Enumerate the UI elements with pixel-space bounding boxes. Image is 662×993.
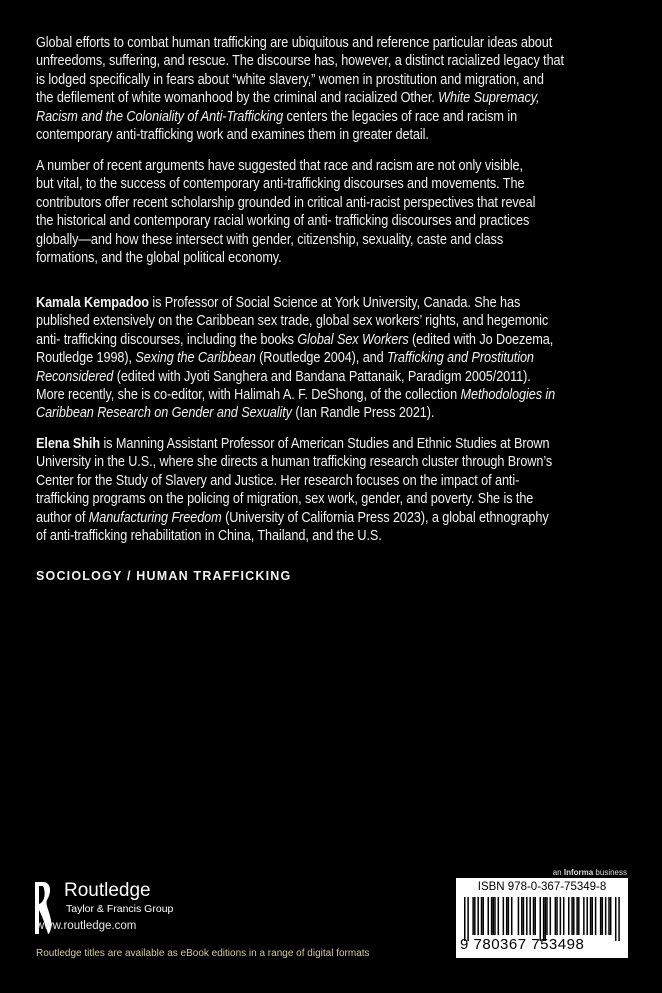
description-paragraph bbox=[36, 157, 535, 267]
text-segment: but vital, to the success of contemporary anti-trafficking discourses and movements. The bbox=[36, 175, 525, 193]
italic-title: Reconsidered bbox=[36, 367, 114, 385]
text-segment: Center for the Study of Slavery and Justice. Her research focuses on the impact of anti- bbox=[36, 471, 520, 489]
text-line bbox=[36, 71, 564, 89]
barcode-bar bbox=[543, 897, 545, 941]
description-paragraph bbox=[36, 435, 552, 545]
text-line bbox=[36, 472, 552, 490]
barcode-bar bbox=[590, 897, 592, 935]
italic-title: White Supremacy, bbox=[438, 89, 540, 107]
text-segment: (edited with Jo Doezema, bbox=[408, 330, 554, 348]
barcode-bar bbox=[545, 897, 547, 941]
text-line bbox=[36, 157, 535, 175]
barcode-bar bbox=[491, 897, 493, 935]
barcode-bar bbox=[508, 897, 510, 935]
barcode-bar bbox=[550, 897, 552, 935]
text-segment: Routledge 1998), bbox=[36, 349, 136, 367]
text-line bbox=[36, 490, 552, 508]
ebook-note: Routledge titles are available as eBook editions in a range of digital formats bbox=[36, 948, 370, 959]
italic-title: Trafficking and Prostitution bbox=[387, 349, 534, 367]
publisher-group: Taylor & Francis Group bbox=[66, 903, 174, 915]
text-segment: the defilement of white womanhood by the criminal and racialized Other. bbox=[36, 89, 439, 107]
text-segment: centers the legacies of race and racism in bbox=[283, 107, 518, 125]
text-line bbox=[36, 368, 555, 386]
barcode-number: 9 780367 753498 bbox=[460, 936, 585, 953]
description-paragraph bbox=[36, 34, 564, 144]
barcode-bar bbox=[583, 897, 585, 935]
author-name: Elena Shih bbox=[36, 435, 101, 452]
italic-title: Sexing the Caribbean bbox=[135, 349, 256, 367]
barcode-bar bbox=[600, 897, 602, 935]
text-line bbox=[36, 89, 564, 107]
barcode-bar bbox=[481, 897, 483, 935]
text-segment: of anti-trafficking rehabilitation in China, Thailand, and the U.S. bbox=[36, 526, 382, 544]
italic-title: Racism and the Coloniality of Anti-Trafficking bbox=[36, 107, 284, 125]
text-line bbox=[36, 331, 555, 349]
text-line bbox=[36, 34, 564, 52]
barcode-bar bbox=[618, 897, 620, 941]
barcode-bar bbox=[494, 897, 496, 935]
barcode-bar bbox=[472, 897, 474, 935]
text-line bbox=[36, 312, 555, 330]
barcode-bar bbox=[487, 897, 489, 935]
text-segment: A number of recent arguments have suggested that race and racism are not only visible, bbox=[36, 157, 523, 174]
text-line bbox=[36, 294, 555, 312]
barcode-bar bbox=[576, 897, 578, 935]
text-segment: University in the U.S., where she directs a human trafficking research cluster through Brown’s bbox=[36, 453, 553, 471]
text-line bbox=[36, 194, 535, 212]
text-segment: Global efforts to combat human trafficking are ubiquitous and reference particular ideas about bbox=[36, 34, 553, 51]
text-segment: the historical and contemporary racial working of anti- trafficking discourses and practices bbox=[36, 212, 530, 230]
informa-business-label bbox=[553, 868, 627, 877]
barcode-bar bbox=[602, 897, 604, 935]
text-segment: (Ian Randle Press 2021). bbox=[291, 404, 435, 422]
italic-title: Methodologies in bbox=[460, 385, 556, 403]
italic-title: Caribbean Research on Gender and Sexuality bbox=[36, 404, 292, 422]
barcode-bar bbox=[467, 897, 469, 941]
text-segment: contemporary anti-trafficking work and examines them in greater detail. bbox=[36, 125, 429, 143]
publisher-website: www.routledge.com bbox=[36, 920, 137, 932]
author-name: Kamala Kempadoo bbox=[36, 294, 149, 311]
barcode-bar bbox=[563, 897, 565, 935]
barcode-bar bbox=[610, 897, 612, 935]
text-segment: is lodged specifically in fears about “white slavery,” women in prostitution and migration, and bbox=[36, 70, 544, 88]
text-line bbox=[36, 212, 535, 230]
subject-category: SOCIOLOGY / HUMAN TRAFFICKING bbox=[36, 569, 292, 583]
description-paragraph bbox=[36, 294, 555, 423]
informa-prefix: an bbox=[552, 868, 564, 877]
barcode-bar bbox=[539, 897, 541, 941]
informa-name: Informa bbox=[563, 868, 594, 877]
text-segment: anti- trafficking discourses, including the books bbox=[36, 330, 298, 348]
barcode-bar bbox=[571, 897, 573, 935]
barcode-bar bbox=[526, 897, 528, 935]
barcode-bar bbox=[578, 897, 580, 935]
barcode-bar bbox=[503, 897, 505, 935]
barcode-bar bbox=[477, 897, 479, 935]
text-segment: contributors offer recent scholarship grounded in critical anti-racist perspectives that reveal bbox=[36, 193, 536, 211]
barcode-bar bbox=[546, 897, 548, 935]
text-line bbox=[36, 249, 535, 267]
text-segment: is Professor of Social Science at York University, Canada. She has bbox=[148, 294, 521, 311]
text-line bbox=[36, 231, 535, 249]
text-line bbox=[36, 435, 552, 453]
barcode-bar bbox=[511, 897, 513, 935]
barcode-bar bbox=[474, 897, 476, 935]
publisher-name: Routledge bbox=[64, 880, 151, 901]
text-line bbox=[36, 386, 555, 404]
barcode-bar bbox=[529, 897, 531, 935]
barcode-bar bbox=[608, 897, 610, 935]
barcode-bar bbox=[595, 897, 597, 935]
text-line bbox=[36, 175, 535, 193]
text-line bbox=[36, 349, 555, 367]
text-segment: globally—and how these intersect with gender, citizenship, sexuality, caste and class bbox=[36, 230, 504, 248]
barcode-bar bbox=[568, 897, 570, 935]
barcode-bar bbox=[556, 897, 558, 935]
italic-title: Global Sex Workers bbox=[297, 330, 409, 348]
italic-title: Manufacturing Freedom bbox=[88, 508, 222, 526]
informa-suffix: business bbox=[593, 868, 627, 877]
text-segment: author of bbox=[36, 508, 89, 526]
text-line bbox=[36, 404, 555, 422]
barcode-bar bbox=[573, 897, 575, 935]
text-line bbox=[36, 52, 564, 70]
text-line bbox=[36, 527, 552, 545]
barcode-bar bbox=[523, 897, 525, 935]
text-segment: More recently, she is co-editor, with Halimah A. F. DeShong, of the collection bbox=[36, 385, 461, 403]
barcode-bar bbox=[586, 897, 588, 935]
barcode-bar bbox=[533, 897, 535, 935]
isbn-barcode bbox=[456, 878, 628, 958]
text-segment: (edited with Jyoti Sanghera and Bandana Pattanaik, Paradigm 2005/2011). bbox=[113, 367, 531, 385]
text-line bbox=[36, 126, 564, 144]
text-segment: is Manning Assistant Professor of American Studies and Ethnic Studies at Brown bbox=[100, 435, 550, 452]
barcode-bar bbox=[521, 897, 523, 935]
barcode-bar bbox=[498, 897, 500, 935]
barcode-bar bbox=[534, 897, 536, 935]
barcode-bar bbox=[605, 897, 607, 935]
barcode-bars-icon bbox=[464, 897, 620, 941]
isbn-label: ISBN 978-0-367-75349-8 bbox=[477, 881, 607, 893]
text-segment: trafficking programs on the policing of migration, sex work, gender, and poverty. She is the bbox=[36, 490, 534, 508]
text-line bbox=[36, 509, 552, 527]
text-segment: (Routledge 2004), and bbox=[255, 349, 388, 367]
barcode-bar bbox=[560, 897, 562, 935]
barcode-bar bbox=[591, 897, 593, 935]
text-segment: (University of California Press 2023), a global ethnography bbox=[221, 508, 549, 526]
barcode-bar bbox=[493, 897, 495, 935]
text-segment: published extensively on the Caribbean sex trade, global sex workers’ rights, and hegemonic bbox=[36, 312, 549, 330]
text-line bbox=[36, 108, 564, 126]
barcode-bar bbox=[482, 897, 484, 935]
barcode-bar bbox=[615, 897, 617, 941]
barcode-bar bbox=[464, 897, 466, 941]
text-segment: unfreedoms, suffering, and rescue. The discourse has, however, a distinct racialized legacy that bbox=[36, 52, 564, 70]
text-line bbox=[36, 453, 552, 471]
barcode-bar bbox=[518, 897, 520, 935]
barcode-bar bbox=[506, 897, 508, 935]
barcode-bar bbox=[555, 897, 557, 935]
text-segment: formations, and the global political economy. bbox=[36, 248, 282, 266]
